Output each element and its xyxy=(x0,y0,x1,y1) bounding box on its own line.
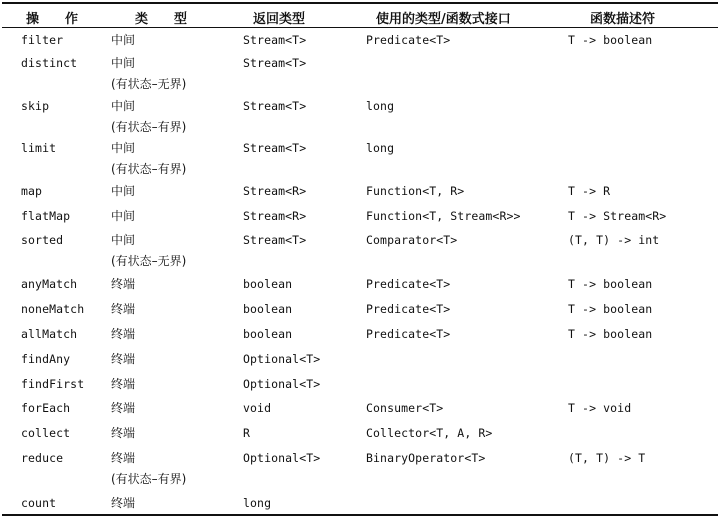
operation-name: sorted xyxy=(21,233,64,247)
function-descriptor: T -> boolean xyxy=(568,33,653,47)
return-type: Stream<T> xyxy=(243,141,307,155)
return-type: long xyxy=(243,496,272,510)
functional-interface: Function<T, R> xyxy=(366,184,465,198)
function-descriptor: T -> boolean xyxy=(568,302,653,316)
operation-kind-detail: (有状态–无界) xyxy=(111,254,187,268)
header-interface: 使用的类型/函数式接口 xyxy=(376,12,511,27)
operation-kind: 中间 xyxy=(111,33,136,47)
return-type: boolean xyxy=(243,327,293,341)
operation-name: distinct xyxy=(21,56,78,70)
operation-kind: 中间 xyxy=(111,184,136,198)
header-operation: 操 作 xyxy=(26,12,79,27)
return-type: boolean xyxy=(243,277,293,291)
table-bottom-rule xyxy=(2,514,718,516)
operation-name: anyMatch xyxy=(21,277,78,291)
return-type: Stream<R> xyxy=(243,184,307,198)
functional-interface: long xyxy=(366,141,395,155)
operation-kind: 终端 xyxy=(111,401,136,415)
operation-name: collect xyxy=(21,426,71,440)
functional-interface: Consumer<T> xyxy=(366,401,444,415)
functional-interface: BinaryOperator<T> xyxy=(366,451,486,465)
operation-name: findAny xyxy=(21,352,71,366)
operation-name: allMatch xyxy=(21,327,78,341)
operation-kind-detail: (有状态–无界) xyxy=(111,77,187,91)
functional-interface: Collector<T, A, R> xyxy=(366,426,493,440)
table-header-rule xyxy=(2,27,718,28)
function-descriptor: T -> void xyxy=(568,401,632,415)
return-type: Stream<R> xyxy=(243,209,307,223)
header-descriptor: 函数描述符 xyxy=(590,12,656,27)
operation-kind: 终端 xyxy=(111,302,136,316)
operation-name: findFirst xyxy=(21,377,85,391)
operation-kind: 中间 xyxy=(111,209,136,223)
operation-kind: 中间 xyxy=(111,233,136,247)
operation-name: count xyxy=(21,496,57,510)
operation-name: limit xyxy=(21,141,57,155)
header-return-type: 返回类型 xyxy=(253,12,306,27)
return-type: boolean xyxy=(243,302,293,316)
functional-interface: Predicate<T> xyxy=(366,277,451,291)
function-descriptor: T -> boolean xyxy=(568,327,653,341)
header-kind: 类 型 xyxy=(135,12,188,27)
function-descriptor: T -> boolean xyxy=(568,277,653,291)
operation-kind: 终端 xyxy=(111,496,136,510)
return-type: Stream<T> xyxy=(243,56,307,70)
operation-name: noneMatch xyxy=(21,302,85,316)
operation-kind: 中间 xyxy=(111,99,136,113)
operation-kind: 中间 xyxy=(111,56,136,70)
functional-interface: Predicate<T> xyxy=(366,327,451,341)
functional-interface: Function<T, Stream<R>> xyxy=(366,209,521,223)
functional-interface: Predicate<T> xyxy=(366,302,451,316)
return-type: Stream<T> xyxy=(243,233,307,247)
function-descriptor: (T, T) -> T xyxy=(568,451,646,465)
operation-kind: 终端 xyxy=(111,327,136,341)
functional-interface: Comparator<T> xyxy=(366,233,458,247)
operation-name: flatMap xyxy=(21,209,71,223)
operation-kind: 终端 xyxy=(111,352,136,366)
operation-name: forEach xyxy=(21,401,71,415)
operation-kind: 中间 xyxy=(111,141,136,155)
function-descriptor: T -> Stream<R> xyxy=(568,209,667,223)
function-descriptor: T -> R xyxy=(568,184,611,198)
operation-kind-detail: (有状态–有界) xyxy=(111,162,187,176)
table-top-rule xyxy=(2,2,718,4)
function-descriptor: (T, T) -> int xyxy=(568,233,660,247)
operation-kind-detail: (有状态–有界) xyxy=(111,120,187,134)
return-type: Stream<T> xyxy=(243,33,307,47)
return-type: void xyxy=(243,401,272,415)
functional-interface: long xyxy=(366,99,395,113)
return-type: R xyxy=(243,426,251,440)
operation-kind: 终端 xyxy=(111,377,136,391)
operation-kind-detail: (有状态–有界) xyxy=(111,472,187,486)
operation-name: skip xyxy=(21,99,50,113)
operation-name: reduce xyxy=(21,451,64,465)
operation-name: map xyxy=(21,184,43,198)
operation-name: filter xyxy=(21,33,64,47)
operation-kind: 终端 xyxy=(111,451,136,465)
return-type: Optional<T> xyxy=(243,352,321,366)
return-type: Optional<T> xyxy=(243,451,321,465)
return-type: Stream<T> xyxy=(243,99,307,113)
functional-interface: Predicate<T> xyxy=(366,33,451,47)
operation-kind: 终端 xyxy=(111,426,136,440)
return-type: Optional<T> xyxy=(243,377,321,391)
operation-kind: 终端 xyxy=(111,277,136,291)
